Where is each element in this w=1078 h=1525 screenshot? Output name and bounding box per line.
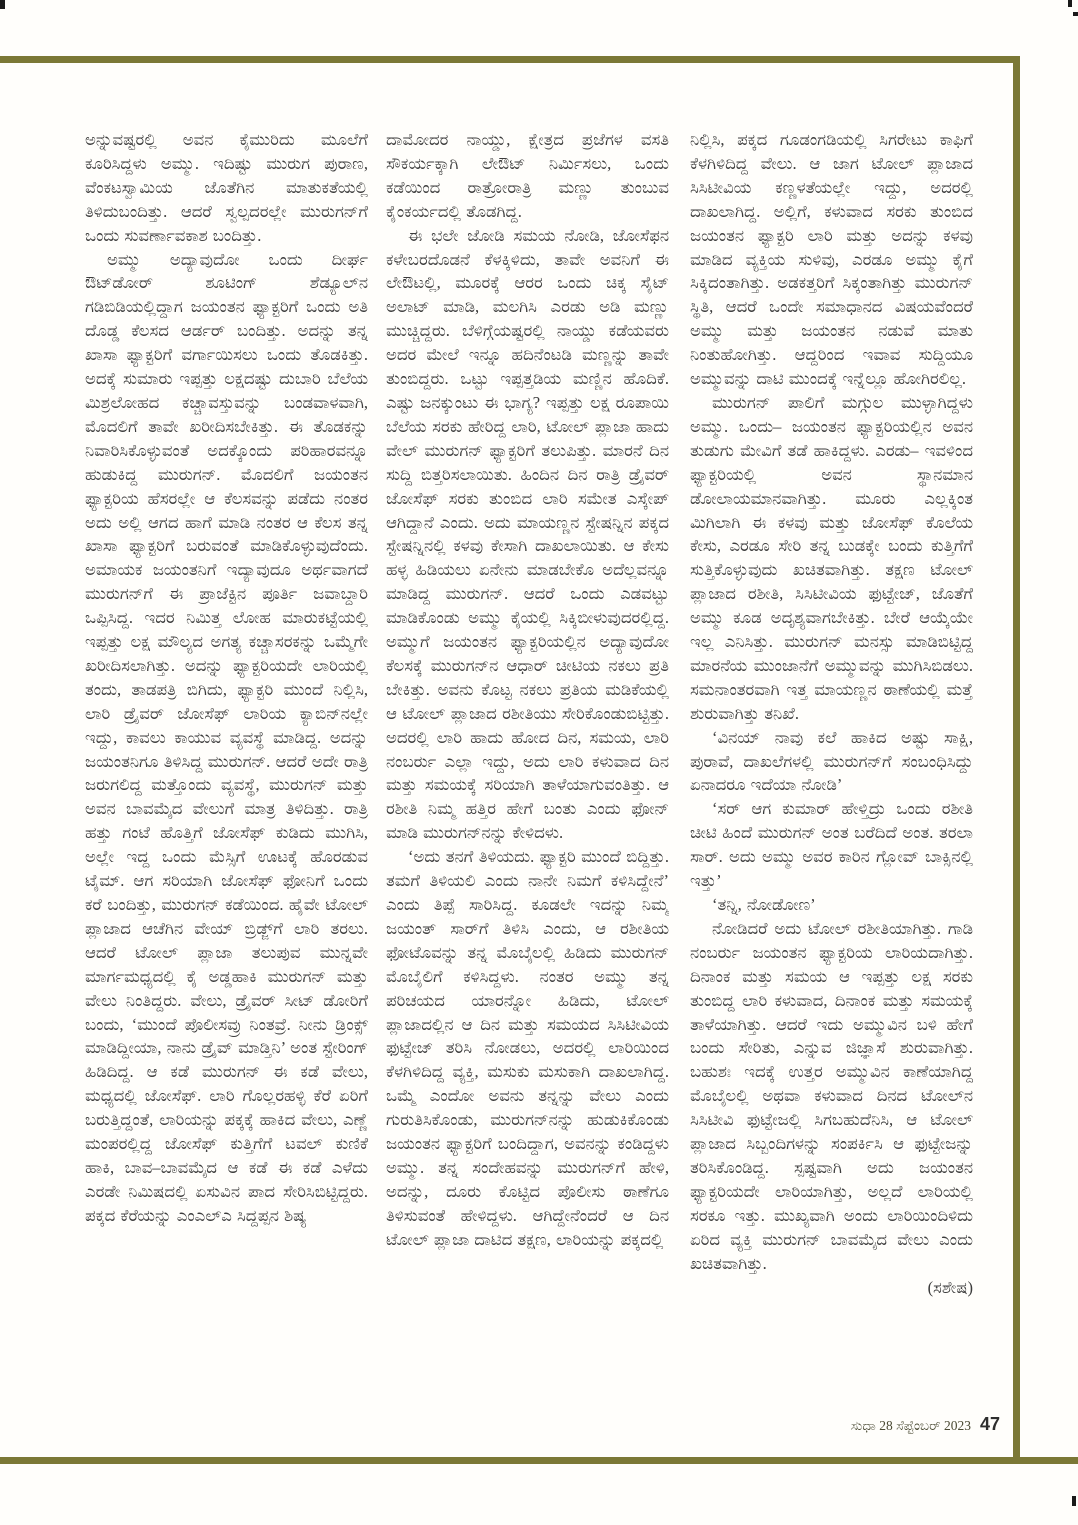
- paragraph: ‘ಅದು ತನಗೆ ತಿಳಿಯದು. ಫ್ಯಾಕ್ಟರಿ ಮುಂದೆ ಬಿದ್ದಿತ್ತು. ತಮಗೆ ತಿಳಿಯಲಿ ಎಂದು ನಾನೇ ನಿಮಗೆ ಕಳಿಸಿದ್ದೇನೆ’ ಎಂದು ತಿಪ್ಪೆ ಸಾರಿಸಿದ್ದ. ಕೂಡಲೇ ಇದನ್ನು ನಿಮ್ಮ ಜಯಂತ್ ಸಾರ್‌ಗೆ ತಿಳಿಸಿ ಎಂದು, ಆ ರಶೀತಿಯ ಫೋಟೊವನ್ನು ತನ್ನ ಮೊಬೈಲಲ್ಲಿ ಹಿಡಿದು ಮುರುಗನ್ ಮೊಬೈಲಿಗೆ ಕಳಿಸಿದ್ದಳು. ನಂತರ ಅಮ್ಮು ತನ್ನ ಪರಿಚಯದ ಯಾರನ್ನೋ ಹಿಡಿದು, ಟೋಲ್ ಪ್ಲಾಜಾದಲ್ಲಿನ ಆ ದಿನ ಮತ್ತು ಸಮಯದ ಸಿಸಿಟೀವಿಯ ಫುಟ್ಟೇಜ್ ತರಿಸಿ ನೋಡಲು, ಅದರಲ್ಲಿ ಲಾರಿಯಿಂದ ಕೆಳಗಿಳಿದಿದ್ದ ವ್ಯಕ್ತಿ, ಮಸುಕು ಮಸುಕಾಗಿ ದಾಖಲಾಗಿದ್ದ. ಒಮ್ಮೆ ಎಂದೋ ಅವನು ತನ್ನನ್ನು ವೇಲು ಎಂದು ಗುರುತಿಸಿಕೊಂಡು, ಮುರುಗನ್‌ನನ್ನು ಹುಡುಕಿಕೊಂಡು ಜಯಂತನ ಫ್ಯಾಕ್ಟರಿಗೆ ಬಂದಿದ್ದಾಗ, ಅವನನ್ನು ಕಂಡಿದ್ದಳು ಅಮ್ಮು. ತನ್ನ ಸಂದೇಹವನ್ನು ಮುರುಗನ್‌ಗೆ ಹೇಳಿ, ಅದನ್ನು, ದೂರು ಕೊಟ್ಟಿದ ಪೊಲೀಸು ಠಾಣೆಗೂ ತಿಳಿಸುವಂತೆ ಹೇಳಿದ್ದಳು. ಆಗಿದ್ದೇನೆಂದರೆ ಆ ದಿನ ಟೋಲ್ ಪ್ಲಾಜಾ ದಾಟಿದ ತಕ್ಷಣ, ಲಾರಿಯನ್ನು ಪಕ್ಕದಲ್ಲಿ: [386, 847, 669, 1249]
- crop-mark-top-left: [0, 0, 5, 9]
- paragraph: ನೋಡಿದರೆ ಅದು ಟೋಲ್ ರಶೀತಿಯಾಗಿತ್ತು. ಗಾಡಿ ನಂಬರ್ರು ಜಯಂತನ ಫ್ಯಾಕ್ಟರಿಯ ಲಾರಿಯದಾಗಿತ್ತು. ದಿನಾಂಕ ಮತ್ತು ಸಮಯ ಆ ಇಪ್ಪತ್ತು ಲಕ್ಷ ಸರಕು ತುಂಬಿದ್ದ ಲಾರಿ ಕಳುವಾದ, ದಿನಾಂಕ ಮತ್ತು ಸಮಯಕ್ಕೆ ತಾಳೆಯಾಗಿತ್ತು. ಆದರೆ ಇದು ಅಮ್ಮುವಿನ ಬಳಿ ಹೇಗೆ ಬಂದು ಸೇರಿತು, ಎನ್ನುವ ಜಿಜ್ಞಾಸೆ ಶುರುವಾಗಿತ್ತು. ಬಹುಶಃ ಇದಕ್ಕೆ ಉತ್ತರ ಅಮ್ಮುವಿನ ಕಾಣೆಯಾಗಿದ್ದ ಮೊಬೈಲಲ್ಲಿ ಅಥವಾ ಕಳುವಾದ ದಿನದ ಟೋಲ್‌ನ ಸಿಸಿಟೀವಿ ಫುಟ್ಟೇಜಲ್ಲಿ ಸಿಗಬಹುದೆನಿಸಿ, ಆ ಟೋಲ್ ಪ್ಲಾಜಾದ ಸಿಬ್ಬಂದಿಗಳನ್ನು ಸಂಪರ್ಕಿಸಿ ಆ ಫುಟ್ಟೇಜನ್ನು ತರಿಸಿಕೊಂಡಿದ್ದ. ಸ್ಪಷ್ಟವಾಗಿ ಅದು ಜಯಂತನ ಫ್ಯಾಕ್ಟರಿಯದೇ ಲಾರಿಯಾಗಿತ್ತು, ಅಲ್ಲದೆ ಲಾರಿಯಲ್ಲಿ ಸರಕೂ ಇತ್ತು. ಮುಖ್ಯವಾಗಿ ಅಂದು ಲಾರಿಯಿಂದಿಳಿದು ಏರಿದ ವ್ಯಕ್ತಿ ಮುರುಗನ್ ಬಾವಮೈದ ವೇಲು ಎಂದು ಖಚಿತವಾಗಿತ್ತು.: [690, 918, 973, 1273]
- text-column-1: [85, 128, 368, 1394]
- crop-mark-bottom-right: [1072, 1496, 1076, 1506]
- page-footer: [851, 1414, 1000, 1435]
- paragraph: ‘ಸರ್ ಆಗ ಕುಮಾರ್ ಹೇಳ್ತಿದ್ರು ಒಂದು ರಶೀತಿ ಚೀಟಿ ಹಿಂದೆ ಮುರುಗನ್ ಅಂತ ಬರೆದಿದೆ ಅಂತ. ತರಲಾ ಸಾರ್. ಅದು ಅಮ್ಮು ಅವರ ಕಾರಿನ ಗ್ಲೋವ್ ಬಾಕ್ಸಿನಲ್ಲಿ ಇತ್ತು’: [690, 799, 973, 891]
- publication-date-label: ಸುಧಾ 28 ಸೆಪ್ಟೆಂಬರ್ 2023: [850, 1418, 971, 1433]
- paragraph: ‘ತನ್ನಿ, ನೋಡೋಣ’: [712, 895, 816, 914]
- text-column-2: [386, 128, 669, 1394]
- text-column-3: [690, 128, 973, 1394]
- paragraph: ಮುರುಗನ್ ಪಾಲಿಗೆ ಮಗ್ಗುಲ ಮುಳ್ಳಾಗಿದ್ದಳು ಅಮ್ಮು. ಒಂದು– ಜಯಂತನ ಫ್ಯಾಕ್ಟರಿಯಲ್ಲಿನ ಅವನ ತುಡುಗು ಮೇವಿಗೆ ತಡೆ ಹಾಕಿದ್ದಳು. ಎರಡು– ಇವಳಿಂದ ಫ್ಯಾಕ್ಟರಿಯಲ್ಲಿ ಅವನ ಸ್ಥಾನಮಾನ ಡೋಲಾಯಮಾನವಾಗಿತ್ತು. ಮೂರು ಎಲ್ಲಕ್ಕಿಂತ ಮಿಗಿಲಾಗಿ ಈ ಕಳವು ಮತ್ತು ಜೋಸೆಫ್ ಕೊಲೆಯ ಕೇಸು, ಎರಡೂ ಸೇರಿ ತನ್ನ ಬುಡಕ್ಕೇ ಬಂದು ಕುತ್ತಿಗೆಗೆ ಸುತ್ತಿಕೊಳ್ಳುವುದು ಖಚಿತವಾಗಿತ್ತು. ತಕ್ಷಣ ಟೋಲ್ ಪ್ಲಾಜಾದ ರಶೀತಿ, ಸಿಸಿಟೀವಿಯ ಫುಟ್ಟೇಜ್, ಜೊತೆಗೆ ಅಮ್ಮು ಕೂಡ ಅದೃಶ್ಯವಾಗಬೇಕಿತ್ತು. ಬೇರೆ ಆಯ್ಕೆಯೇ ಇಲ್ಲ ಎನಿಸಿತ್ತು. ಮುರುಗನ್ ಮನಸ್ಸು ಮಾಡಿಬಿಟ್ಟಿದ್ದ ಮಾರನೆಯ ಮುಂಜಾನೆಗೆ ಅಮ್ಮುವನ್ನು ಮುಗಿಸಿಬಿಡಲು. ಸಮನಾಂತರವಾಗಿ ಇತ್ತ ಮಾಯಣ್ಣನ ಠಾಣೆಯಲ್ಲಿ ಮತ್ತೆ ಶುರುವಾಗಿತ್ತು ತನಿಖೆ.: [690, 392, 973, 723]
- crop-mark-top-right-2: [1073, 12, 1078, 16]
- crop-mark-top-right: [1068, 0, 1072, 7]
- frame-border-bottom: [0, 1457, 1078, 1464]
- paragraph: ಈ ಭಲೇ ಜೋಡಿ ಸಮಯ ನೋಡಿ, ಜೋಸೆಫನ ಕಳೇಬರದೊಡನೆ ಕೆಳಕ್ಕಿಳಿದು, ತಾವೇ ಅವನಿಗೆ ಈ ಲೇಔಟಲ್ಲಿ, ಮೂರಕ್ಕೆ ಆರರ ಒಂದು ಚಿಕ್ಕ ಸೈಟ್ ಅಲಾಟ್ ಮಾಡಿ, ಮಲಗಿಸಿ ಎರಡು ಅಡಿ ಮಣ್ಣು ಮುಚ್ಚಿದ್ದರು. ಬೆಳಿಗ್ಗೆಯಷ್ಟರಲ್ಲಿ ನಾಯ್ಡು ಕಡೆಯವರು ಅದರ ಮೇಲೆ ಇನ್ನೂ ಹದಿನೆಂಟಡಿ ಮಣ್ಣನ್ನು ತಾವೇ ತುಂಬಿದ್ದರು. ಒಟ್ಟು ಇಪ್ಪತ್ತಡಿಯ ಮಣ್ಣಿನ ಹೊದಿಕೆ. ಎಷ್ಟು ಜನಕ್ಕುಂಟು ಈ ಭಾಗ್ಯ? ಇಪ್ಪತ್ತು ಲಕ್ಷ ರೂಪಾಯಿ ಬೆಲೆಯ ಸರಕು ಹೇರಿದ್ದ ಲಾರಿ, ಟೋಲ್ ಪ್ಲಾಜಾ ಹಾದು ವೇಲ್ ಮುರುಗನ್ ಫ್ಯಾಕ್ಟರಿಗೆ ತಲುಪಿತ್ತು. ಮಾರನೆ ದಿನ ಸುದ್ದಿ ಬಿತ್ತರಿಸಲಾಯಿತು. ಹಿಂದಿನ ದಿನ ರಾತ್ರಿ ಡ್ರೈವರ್ ಜೋಸೆಫ್ ಸರಕು ತುಂಬಿದ ಲಾರಿ ಸಮೇತ ಎಸ್ಕೇಪ್ ಆಗಿದ್ದಾನೆ ಎಂದು. ಅದು ಮಾಯಣ್ಣನ ಸ್ಟೇಷನ್ನಿನ ಪಕ್ಕದ ಸ್ಟೇಷನ್ನಿನಲ್ಲಿ ಕಳವು ಕೇಸಾಗಿ ದಾಖಲಾಯಿತು. ಆ ಕೇಸು ಹಳ್ಳ ಹಿಡಿಯಲು ಏನೇನು ಮಾಡಬೇಕೊ ಅದೆಲ್ಲವನ್ನೂ ಮಾಡಿದ್ದ ಮುರುಗನ್. ಆದರೆ ಒಂದು ಎಡವಟ್ಟು ಮಾಡಿಕೊಂಡು ಅಮ್ಮು ಕೈಯಲ್ಲಿ ಸಿಕ್ಕಿಬೀಳುವುದರಲ್ಲಿದ್ದ. ಅಮ್ಮುಗೆ ಜಯಂತನ ಫ್ಯಾಕ್ಟರಿಯಲ್ಲಿನ ಅದ್ಯಾವುದೋ ಕೆಲಸಕ್ಕೆ ಮುರುಗನ್‌ನ ಆಧಾರ್ ಚೀಟಿಯ ನಕಲು ಪ್ರತಿ ಬೇಕಿತ್ತು. ಅವನು ಕೊಟ್ಟ ನಕಲು ಪ್ರತಿಯ ಮಡಿಕೆಯಲ್ಲಿ ಆ ಟೋಲ್ ಪ್ಲಾಜಾದ ರಶೀತಿಯು ಸೇರಿಕೊಂಡುಬಿಟ್ಟಿತ್ತು. ಅದರಲ್ಲಿ ಲಾರಿ ಹಾದು ಹೋದ ದಿನ, ಸಮಯ, ಲಾರಿ ನಂಬರ್ರು ಎಲ್ಲಾ ಇದ್ದು, ಅದು ಲಾರಿ ಕಳುವಾದ ದಿನ ಮತ್ತು ಸಮಯಕ್ಕೆ ಸರಿಯಾಗಿ ತಾಳೆಯಾಗುವಂತಿತ್ತು. ಆ ರಶೀತಿ ನಿಮ್ಮ ಹತ್ತಿರ ಹೇಗೆ ಬಂತು ಎಂದು ಫೋನ್ ಮಾಡಿ ಮುರುಗನ್‌ನನ್ನು ಕೇಳಿದಳು.: [386, 225, 669, 843]
- paragraph: ದಾಮೋದರ ನಾಯ್ಡು, ಕ್ಷೇತ್ರದ ಪ್ರಜೆಗಳ ವಸತಿ ಸೌಕರ್ಯಕ್ಕಾಗಿ ಲೇಔಟ್ ನಿರ್ಮಿಸಲು, ಒಂದು ಕಡೆಯಿಂದ ರಾತ್ರೋರಾತ್ರಿ ಮಣ್ಣು ತುಂಬುವ ಕೈಂಕರ್ಯದಲ್ಲಿ ತೊಡಗಿದ್ದ.: [386, 130, 669, 221]
- page-number: 47: [979, 1414, 1000, 1434]
- paragraph: ಅನ್ನುವಷ್ಟರಲ್ಲಿ ಅವನ ಕೈಮುರಿದು ಮೂಲೆಗೆ ಕೂರಿಸಿದ್ದಳು ಅಮ್ಮು. ಇದಿಷ್ಟು ಮುರುಗ ಪುರಾಣ, ವೆಂಕಟಸ್ವಾಮಿಯ ಜೊತೆಗಿನ ಮಾತುಕತೆಯಲ್ಲಿ ತಿಳಿದುಬಂದಿತ್ತು. ಆದರೆ ಸ್ವಲ್ಪದರಲ್ಲೇ ಮುರುಗನ್‌ಗೆ ಒಂದು ಸುವರ್ಣಾವಕಾಶ ಬಂದಿತ್ತು.: [85, 130, 368, 245]
- paragraph: ‘ವಿನಯ್ ನಾವು ಕಲೆ ಹಾಕಿದ ಅಷ್ಟು ಸಾಕ್ಷಿ, ಪುರಾವೆ, ದಾಖಲೆಗಳಲ್ಲಿ ಮುರುಗನ್‌ಗೆ ಸಂಬಂಧಿಸಿದ್ದು ಏನಾದರೂ ಇದೆಯಾ ನೋಡಿ’: [690, 727, 973, 795]
- paragraph: (ಸಶೇಷ): [927, 1277, 973, 1297]
- paragraph: ಅಮ್ಮು ಅದ್ಯಾವುದೋ ಒಂದು ದೀರ್ಘ ಔಟ್‌ಡೋರ್ ಶೂಟಿಂಗ್ ಶೆಡ್ಯೂಲ್‌ನ ಗಡಿಬಿಡಿಯಲ್ಲಿದ್ದಾಗ ಜಯಂತನ ಫ್ಯಾಕ್ಟರಿಗೆ ಒಂದು ಅತಿ ದೊಡ್ಡ ಕೆಲಸದ ಆರ್ಡರ್ ಬಂದಿತ್ತು. ಅದನ್ನು ತನ್ನ ಖಾಸಾ ಫ್ಯಾಕ್ಟರಿಗೆ ವರ್ಗಾಯಿಸಲು ಒಂದು ತೊಡಕಿತ್ತು. ಅದಕ್ಕೆ ಸುಮಾರು ಇಪ್ಪತ್ತು ಲಕ್ಷದಷ್ಟು ದುಬಾರಿ ಬೆಲೆಯ ಮಿಶ್ರಲೋಹದ ಕಚ್ಚಾವಸ್ತುವನ್ನು ಬಂಡವಾಳವಾಗಿ, ಮೊದಲಿಗೆ ತಾವೇ ಖರೀದಿಸಬೇಕಿತ್ತು. ಈ ತೊಡಕನ್ನು ನಿವಾರಿಸಿಕೊಳ್ಳುವಂತೆ ಅದಕ್ಕೊಂದು ಪರಿಹಾರವನ್ನೂ ಹುಡುಕಿದ್ದ ಮುರುಗನ್. ಮೊದಲಿಗೆ ಜಯಂತನ ಫ್ಯಾಕ್ಟರಿಯ ಹೆಸರಲ್ಲೇ ಆ ಕೆಲಸವನ್ನು ಪಡೆದು ನಂತರ ಅದು ಅಲ್ಲಿ ಆಗದ ಹಾಗೆ ಮಾಡಿ ನಂತರ ಆ ಕೆಲಸ ತನ್ನ ಖಾಸಾ ಫ್ಯಾಕ್ಟರಿಗೆ ಬರುವಂತೆ ಮಾಡಿಕೊಳ್ಳುವುದೆಂದು. ಅಮಾಯಕ ಜಯಂತನಿಗೆ ಇದ್ಯಾವುದೂ ಅರ್ಥವಾಗದೆ ಮುರುಗನ್‌ಗೆ ಈ ಪ್ರಾಜೆಕ್ಟಿನ ಪೂರ್ತಿ ಜವಾಬ್ದಾರಿ ಒಪ್ಪಿಸಿದ್ದ. ಇದರ ನಿಮಿತ್ತ ಲೋಹ ಮಾರುಕಟ್ಟೆಯಲ್ಲಿ ಇಪ್ಪತ್ತು ಲಕ್ಷ ಮೌಲ್ಯದ ಅಗತ್ಯ ಕಚ್ಚಾಸರಕನ್ನು ಒಮ್ಮೆಗೇ ಖರೀದಿಸಲಾಗಿತ್ತು. ಅದನ್ನು ಫ್ಯಾಕ್ಟರಿಯದೇ ಲಾರಿಯಲ್ಲಿ ತಂದು, ತಾಡಪತ್ರಿ ಬಿಗಿದು, ಫ್ಯಾಕ್ಟರಿ ಮುಂದೆ ನಿಲ್ಲಿಸಿ, ಲಾರಿ ಡ್ರೈವರ್ ಜೋಸೆಫ್ ಲಾರಿಯ ಕ್ಯಾಬಿನ್‌ನಲ್ಲೇ ಇದ್ದು, ಕಾವಲು ಕಾಯುವ ವ್ಯವಸ್ಥೆ ಮಾಡಿದ್ದ. ಅದನ್ನು ಜಯಂತನಿಗೂ ತಿಳಿಸಿದ್ದ ಮುರುಗನ್. ಆದರೆ ಅದೇ ರಾತ್ರಿ ಜರುಗಲಿದ್ದ ಮತ್ತೊಂದು ವ್ಯವಸ್ಥೆ, ಮುರುಗನ್ ಮತ್ತು ಅವನ ಬಾವಮೈದ ವೇಲುಗೆ ಮಾತ್ರ ತಿಳಿದಿತ್ತು. ರಾತ್ರಿ ಹತ್ತು ಗಂಟೆ ಹೊತ್ತಿಗೆ ಜೋಸೆಫ್ ಕುಡಿದು ಮುಗಿಸಿ, ಅಲ್ಲೇ ಇದ್ದ ಒಂದು ಮೆಸ್ಸಿಗೆ ಊಟಕ್ಕೆ ಹೊರಡುವ ಟೈಮ್. ಆಗ ಸರಿಯಾಗಿ ಜೋಸೆಫ್ ಫೋನಿಗೆ ಒಂದು ಕರೆ ಬಂದಿತ್ತು, ಮುರುಗನ್ ಕಡೆಯಿಂದ. ಹೈವೇ ಟೋಲ್ ಪ್ಲಾಜಾದ ಆಚೆಗಿನ ವೇಯ್ ಬ್ರಿಡ್ಜ್‌ಗೆ ಲಾರಿ ತರಲು. ಆದರೆ ಟೋಲ್ ಪ್ಲಾಜಾ ತಲುಪುವ ಮುನ್ನವೇ ಮಾರ್ಗಮಧ್ಯದಲ್ಲಿ ಕೈ ಅಡ್ಡಹಾಕಿ ಮುರುಗನ್ ಮತ್ತು ವೇಲು ನಿಂತಿದ್ದರು. ವೇಲು, ಡ್ರೈವರ್ ಸೀಟ್ ಡೋರಿಗೆ ಬಂದು, ‘ಮುಂದೆ ಪೊಲೀಸವ್ರು ನಿಂತವ್ರೆ. ನೀನು ಡ್ರಿಂಕ್ಸ್ ಮಾಡಿದ್ದೀಯಾ, ನಾನು ಡ್ರೈವ್ ಮಾಡ್ತಿನಿ’ ಅಂತ ಸ್ಟೇರಿಂಗ್ ಹಿಡಿದಿದ್ದ. ಆ ಕಡೆ ಮುರುಗನ್ ಈ ಕಡೆ ವೇಲು, ಮಧ್ಯದಲ್ಲಿ ಜೋಸೆಫ್. ಲಾರಿ ಗೊಲ್ಲರಹಳ್ಳಿ ಕೆರೆ ಏರಿಗೆ ಬರುತ್ತಿದ್ದಂತೆ, ಲಾರಿಯನ್ನು ಪಕ್ಕಕ್ಕೆ ಹಾಕಿದ ವೇಲು, ಎಣ್ಣೆ ಮಂಪರಲ್ಲಿದ್ದ ಜೋಸೆಫ್ ಕುತ್ತಿಗೆಗೆ ಟವಲ್ ಕುಣಿಕೆ ಹಾಕಿ, ಬಾವ–ಬಾವಮೈದ ಆ ಕಡೆ ಈ ಕಡೆ ಎಳೆದು ಎರಡೇ ನಿಮಿಷದಲ್ಲಿ ಏಸುವಿನ ಪಾದ ಸೇರಿಸಿಬಿಟ್ಟಿದ್ದರು. ಪಕ್ಕದ ಕೆರೆಯನ್ನು ಎಂಎಲ್‌ಎ ಸಿದ್ದಪ್ಪನ ಶಿಷ್ಯ: [85, 249, 368, 1225]
- frame-border-right: [1013, 56, 1020, 1464]
- paragraph: ನಿಲ್ಲಿಸಿ, ಪಕ್ಕದ ಗೂಡಂಗಡಿಯಲ್ಲಿ ಸಿಗರೇಟು ಕಾಫಿಗೆ ಕೆಳಗಿಳಿದಿದ್ದ ವೇಲು. ಆ ಜಾಗ ಟೋಲ್ ಪ್ಲಾಜಾದ ಸಿಸಿಟೀವಿಯ ಕಣ್ಣಳತೆಯಲ್ಲೇ ಇದ್ದು, ಅದರಲ್ಲಿ ದಾಖಲಾಗಿದ್ದ. ಅಲ್ಲಿಗೆ, ಕಳುವಾದ ಸರಕು ತುಂಬಿದ ಜಯಂತನ ಫ್ಯಾಕ್ಟರಿ ಲಾರಿ ಮತ್ತು ಅದನ್ನು ಕಳವು ಮಾಡಿದ ವ್ಯಕ್ತಿಯ ಸುಳಿವು, ಎರಡೂ ಅಮ್ಮು ಕೈಗೆ ಸಿಕ್ಕಿದಂತಾಗಿತ್ತು. ಅಡಕತ್ತರಿಗೆ ಸಿಕ್ಕಂತಾಗಿತ್ತು ಮುರುಗನ್ ಸ್ಥಿತಿ, ಆದರೆ ಒಂದೇ ಸಮಾಧಾನದ ವಿಷಯವೆಂದರೆ ಅಮ್ಮು ಮತ್ತು ಜಯಂತನ ನಡುವೆ ಮಾತು ನಿಂತುಹೋಗಿತ್ತು. ಆದ್ದರಿಂದ ಇವಾವ ಸುದ್ದಿಯೂ ಅಮ್ಮುವನ್ನು ದಾಟಿ ಮುಂದಕ್ಕೆ ಇನ್ನೆಲ್ಲೂ ಹೋಗಿರಲಿಲ್ಲ.: [690, 130, 973, 389]
- frame-border-top: [0, 56, 1020, 63]
